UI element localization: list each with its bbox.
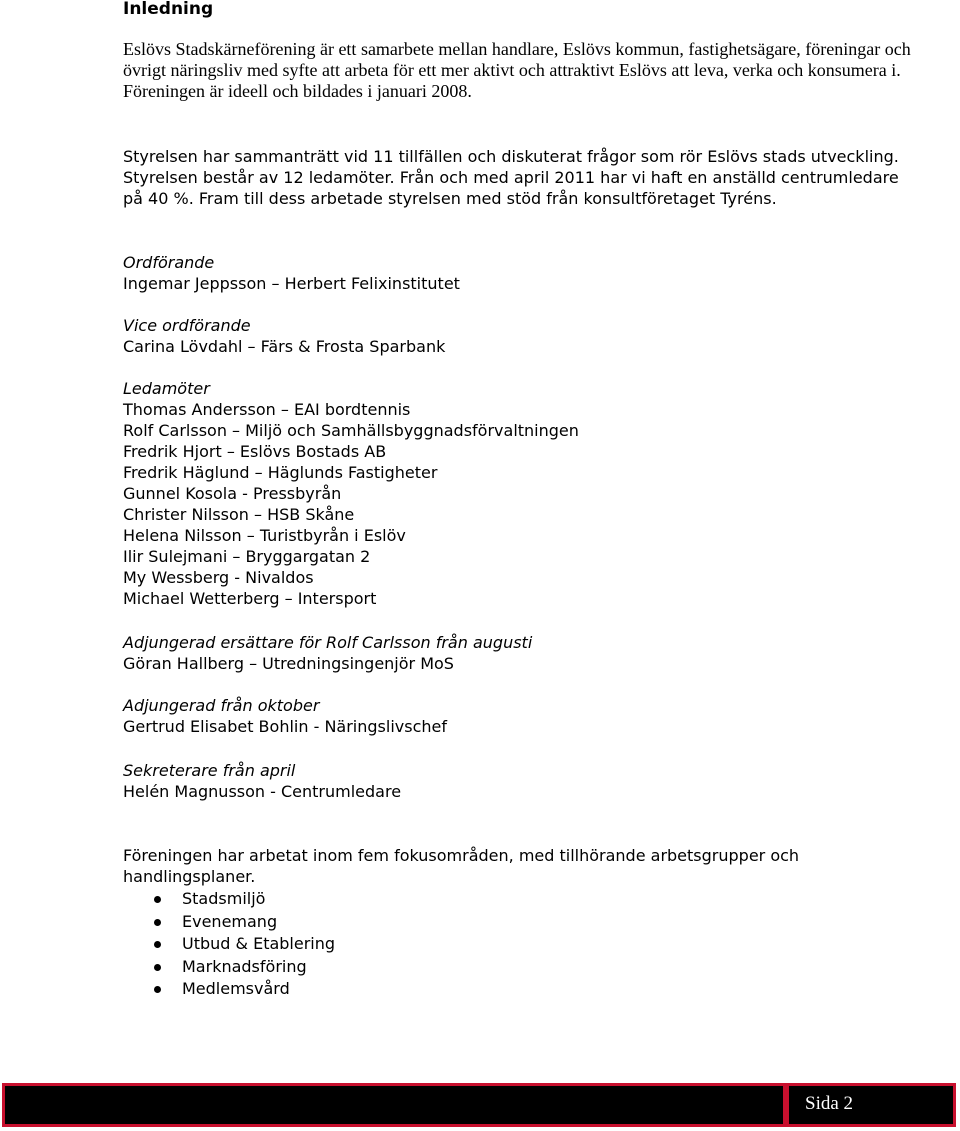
list-item: Evenemang xyxy=(123,911,335,934)
member-name: My Wessberg - Nivaldos xyxy=(123,568,314,587)
member-name: Carina Lövdahl – Färs & Frosta Sparbank xyxy=(123,337,446,356)
role-adjunct xyxy=(123,695,447,737)
member-name: Helén Magnusson - Centrumledare xyxy=(123,782,402,801)
role-title: Sekreterare från april xyxy=(123,761,296,780)
member-name: Gunnel Kosola - Pressbyrån xyxy=(123,484,342,503)
intro-paragraph: Eslövs Stadskärneförening är ett samarbete mellan handlare, Eslövs kommun, fastighetsägare, föreningar och övrigt näringsliv med syfte att arbeta för ett mer aktivt och attraktivt Eslövs att leva, verka och konsumera i. Föreningen är ideell och bildades i januari 2008. xyxy=(123,39,911,101)
member-name: Thomas Andersson – EAI bordtennis xyxy=(123,400,411,419)
focus-intro: Föreningen har arbetat inom fem fokusområden, med tillhörande arbetsgrupper och handlingsplaner. xyxy=(123,846,800,886)
list-item: Medlemsvård xyxy=(123,978,335,1001)
role-title: Ordförande xyxy=(123,253,215,272)
member-name: Ingemar Jeppsson – Herbert Felixinstitutet xyxy=(123,274,460,293)
member-name: Michael Wetterberg – Intersport xyxy=(123,589,377,608)
member-name: Ilir Sulejmani – Bryggargatan 2 xyxy=(123,547,371,566)
member-name: Helena Nilsson – Turistbyrån i Eslöv xyxy=(123,526,406,545)
member-name: Gertrud Elisabet Bohlin - Näringslivschef xyxy=(123,717,447,736)
role-secretary xyxy=(123,760,401,802)
role-chair xyxy=(123,252,460,294)
role-adjunct-substitute xyxy=(123,632,532,674)
member-name: Göran Hallberg – Utredningsingenjör MoS xyxy=(123,654,454,673)
board-paragraph: Styrelsen har sammanträtt vid 11 tillfällen och diskuterat frågor som rör Eslövs stads utveckling. Styrelsen består av 12 ledamöter. Från och med april 2011 har vi haft en anställd centrumledare på 40 %. Fram till dess arbetade styrelsen med stöd från konsultföretaget Tyréns. xyxy=(123,147,899,208)
role-title: Vice ordförande xyxy=(123,316,251,335)
list-item: Stadsmiljö xyxy=(123,888,335,911)
page-number: Sida 2 xyxy=(805,1093,854,1114)
focus-area-list xyxy=(123,888,335,1001)
role-title: Adjungerad ersättare för Rolf Carlsson från augusti xyxy=(123,633,533,652)
page-number-box xyxy=(783,1086,953,1124)
member-name: Fredrik Hjort – Eslövs Bostads AB xyxy=(123,442,387,461)
role-vice-chair xyxy=(123,315,445,357)
list-item: Utbud & Etablering xyxy=(123,933,335,956)
member-name: Rolf Carlsson – Miljö och Samhällsbyggnadsförvaltningen xyxy=(123,421,579,440)
page-footer xyxy=(2,1083,956,1127)
role-title: Ledamöter xyxy=(123,379,210,398)
member-name: Fredrik Häglund – Häglunds Fastigheter xyxy=(123,463,438,482)
role-members xyxy=(123,378,579,609)
role-title: Adjungerad från oktober xyxy=(123,696,320,715)
member-name: Christer Nilsson – HSB Skåne xyxy=(123,505,355,524)
list-item: Marknadsföring xyxy=(123,956,335,979)
section-heading: Inledning xyxy=(123,0,214,19)
